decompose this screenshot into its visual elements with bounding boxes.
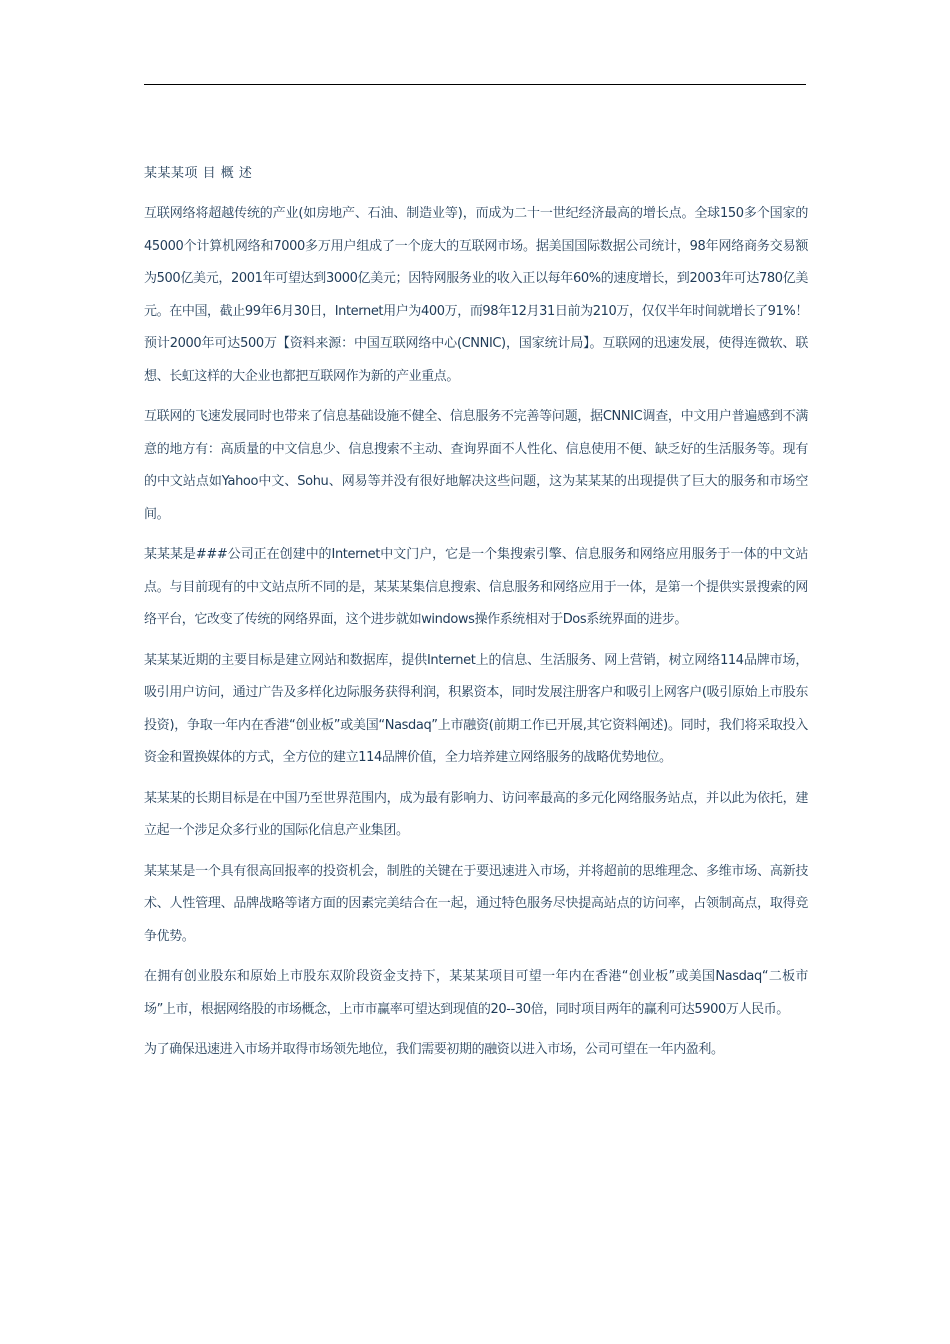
document-body: [144, 160, 808, 1075]
paragraph-portal-intro: 某某某是###公司正在创建中的Internet中文门户，它是一个集搜索引擎、信息服务和网络应用服务于一体的中文站点。与目前现有的中文站点所不同的是，某某某集信息搜索、信息服务和网络应用于一体，是第一个提供实景搜索的网络平台，它改变了传统的网络界面，这个进步就如windows操作系统相对于Dos系统界面的进步。: [144, 547, 808, 627]
paragraph-market-overview: 互联网络将超越传统的产业(如房地产、石油、制造业等)，而成为二十一世纪经济最高的增长点。全球150多个国家的45000个计算机网络和7000多万用户组成了一个庞大的互联网市场。据美国国际数据公司统计，98年网络商务交易额为500亿美元，2001年可望达到3000亿美元；因特网服务业的收入正以每年60%的速度增长，到2003年可达780亿美元。在中国，截止99年6月30日，Internet用户为400万，而98年12月31日前为210万，仅仅半年时间就增长了91%！预计2000年可达500万【资料来源：中国互联网络中心(CNNIC)，国家统计局】。互联网的迅速发展，使得连微软、联想、长虹这样的大企业也都把互联网作为新的产业重点。: [144, 206, 808, 384]
header-rule: [144, 84, 806, 85]
document-title: 某某某项 目 概 述: [144, 166, 253, 181]
paragraph-financing-need: 为了确保迅速进入市场并取得市场领先地位，我们需要初期的融资以进入市场，公司可望在一年内盈利。: [144, 1042, 724, 1057]
paragraph-listing-plan: 在拥有创业股东和原始上市股东双阶段资金支持下，某某某项目可望一年内在香港“创业板”或美国Nasdaq“二板市场”上市，根据网络股的市场概念，上市市赢率可望达到现值的20--30倍，同时项目两年的赢利可达5900万人民币。: [144, 969, 808, 1017]
paragraph-short-term-goals: 某某某近期的主要目标是建立网站和数据库，提供Internet上的信息、生活服务、网上营销，树立网络114品牌市场，吸引用户访问，通过广告及多样化边际服务获得利润，积累资本，同时发展注册客户和吸引上网客户(吸引原始上市股东投资)，争取一年内在香港“创业板”或美国“Nasdaq”上市融资(前期工作已开展,其它资料阐述)。同时，我们将采取投入资金和置换媒体的方式，全方位的建立114品牌价值，全力培养建立网络服务的战略优势地位。: [144, 652, 808, 765]
paragraph-investment-opportunity: 某某某是一个具有很高回报率的投资机会，制胜的关键在于要迅速进入市场，并将超前的思维理念、多维市场、高新技术、人性管理、品牌战略等诸方面的因素完美结合在一起，通过特色服务尽快提高站点的访问率，占领制高点，取得竞争优势。: [144, 863, 808, 944]
paragraph-problems: 互联网的飞速发展同时也带来了信息基础设施不健全、信息服务不完善等问题，据CNNIC调查，中文用户普遍感到不满意的地方有：高质量的中文信息少、信息搜索不主动、查询界面不人性化、信息使用不便、缺乏好的生活服务等。现有的中文站点如Yahoo中文、Sohu、网易等并没有很好地解决这些问题，这为某某某的出现提供了巨大的服务和市场空间。: [144, 409, 808, 522]
paragraph-long-term-goals: 某某某的长期目标是在中国乃至世界范围内，成为最有影响力、访问率最高的多元化网络服务站点，并以此为依托，建立起一个涉足众多行业的国际化信息产业集团。: [144, 790, 808, 838]
